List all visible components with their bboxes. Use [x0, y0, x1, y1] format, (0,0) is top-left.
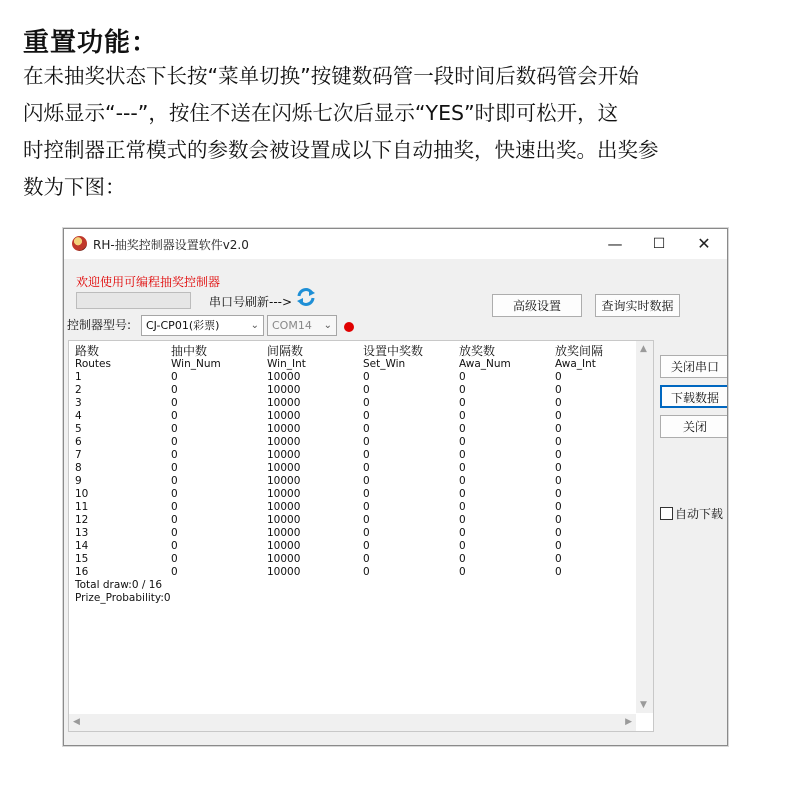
table-cell: 13 — [75, 527, 89, 539]
table-cell: 10000 — [267, 462, 301, 474]
table-cell: 0 — [555, 436, 562, 448]
table-cell: 0 — [171, 384, 178, 396]
paragraph-line: 数为下图： — [23, 175, 126, 199]
maximize-icon[interactable]: ☐ — [652, 236, 666, 252]
table-cell: 0 — [363, 423, 370, 435]
header-routes-cn: 路数 — [75, 344, 100, 358]
close-port-button[interactable]: 关闭串口 — [660, 355, 728, 378]
paragraph-line: 在未抽奖状态下长按“菜单切换”按键数码管一段时间后数码管会开始 — [23, 64, 639, 88]
header-win-int-cn: 间隔数 — [267, 344, 304, 358]
table-cell: 0 — [459, 436, 466, 448]
instruction-paragraph — [23, 58, 768, 206]
table-cell: 7 — [75, 449, 82, 461]
header-routes-en: Routes — [75, 358, 111, 370]
table-cell: 0 — [363, 527, 370, 539]
minimize-icon[interactable]: — — [607, 235, 623, 253]
app-window — [63, 228, 728, 746]
table-cell: 0 — [555, 566, 562, 578]
table-cell: 0 — [555, 488, 562, 500]
table-cell: 0 — [171, 436, 178, 448]
table-cell: 1 — [75, 371, 82, 383]
table-cell: 0 — [459, 397, 466, 409]
table-cell: 0 — [171, 488, 178, 500]
table-cell: 0 — [171, 371, 178, 383]
table-cell: 0 — [171, 566, 178, 578]
table-cell: 0 — [363, 553, 370, 565]
model-label: 控制器型号: — [67, 318, 132, 332]
table-cell: 0 — [555, 371, 562, 383]
page-heading: 重置功能： — [23, 28, 159, 58]
table-cell: 0 — [459, 462, 466, 474]
scroll-right-icon[interactable]: ▶ — [625, 717, 632, 727]
table-cell: 10000 — [267, 527, 301, 539]
table-cell: 0 — [555, 397, 562, 409]
table-cell: 9 — [75, 475, 82, 487]
table-cell: 10000 — [267, 540, 301, 552]
header-awa-int-cn: 放奖间隔 — [555, 344, 604, 358]
advanced-settings-button[interactable]: 高级设置 — [492, 294, 582, 317]
horizontal-scrollbar[interactable] — [69, 714, 636, 731]
table-cell: 0 — [171, 449, 178, 461]
table-cell: 10000 — [267, 514, 301, 526]
header-win-num-en: Win_Num — [171, 358, 221, 370]
table-cell: 0 — [171, 475, 178, 487]
refresh-icon[interactable] — [295, 286, 317, 308]
table-cell: 0 — [171, 514, 178, 526]
table-cell: 10000 — [267, 566, 301, 578]
table-cell: 15 — [75, 553, 89, 565]
table-cell: 5 — [75, 423, 82, 435]
table-cell: 0 — [363, 436, 370, 448]
table-cell: 10000 — [267, 449, 301, 461]
table-cell: 10000 — [267, 475, 301, 487]
table-cell: 0 — [459, 449, 466, 461]
title-bar[interactable] — [64, 229, 727, 259]
scroll-left-icon[interactable]: ◀ — [73, 717, 80, 727]
vertical-scrollbar[interactable] — [636, 341, 653, 713]
table-cell: 0 — [555, 514, 562, 526]
auto-download-checkbox[interactable] — [660, 505, 723, 522]
table-cell: 0 — [555, 410, 562, 422]
app-icon — [72, 236, 87, 251]
table-cell: 14 — [75, 540, 89, 552]
header-set-win-en: Set_Win — [363, 358, 406, 370]
table-cell: 0 — [363, 566, 370, 578]
close-button[interactable]: 关闭 — [660, 415, 728, 438]
table-cell: 0 — [459, 527, 466, 539]
table-cell: 0 — [555, 449, 562, 461]
table-cell: 0 — [363, 501, 370, 513]
table-cell: 0 — [363, 384, 370, 396]
table-cell: 0 — [363, 371, 370, 383]
table-cell: 0 — [555, 475, 562, 487]
table-cell: 0 — [459, 540, 466, 552]
table-cell: 0 — [555, 423, 562, 435]
auto-download-label: 自动下载 — [675, 507, 724, 521]
progress-bar — [76, 292, 191, 309]
table-cell: 0 — [363, 449, 370, 461]
scroll-down-icon[interactable]: ▼ — [640, 700, 647, 710]
header-set-win-cn: 设置中奖数 — [363, 344, 424, 358]
header-awa-int-en: Awa_Int — [555, 358, 596, 370]
query-realtime-button[interactable]: 查询实时数据 — [595, 294, 680, 317]
table-cell: 0 — [555, 462, 562, 474]
table-cell: 10 — [75, 488, 89, 500]
com-port-select[interactable] — [267, 315, 337, 336]
table-cell: 0 — [459, 488, 466, 500]
table-cell: 0 — [459, 371, 466, 383]
table-cell: 10000 — [267, 423, 301, 435]
checkbox-box[interactable] — [660, 507, 673, 520]
table-cell: 0 — [171, 540, 178, 552]
model-select-value: CJ-CP01(彩票) — [146, 319, 220, 332]
com-port-value: COM14 — [272, 319, 312, 332]
table-cell: 0 — [459, 566, 466, 578]
table-cell: 0 — [555, 527, 562, 539]
table-cell: 0 — [363, 397, 370, 409]
table-cell: 10000 — [267, 410, 301, 422]
table-cell: 0 — [555, 501, 562, 513]
welcome-text: 欢迎使用可编程抽奖控制器 — [76, 275, 221, 289]
table-cell: 10000 — [267, 436, 301, 448]
table-cell: 0 — [171, 527, 178, 539]
table-cell: 0 — [459, 410, 466, 422]
download-data-button[interactable]: 下载数据 — [660, 385, 728, 408]
table-cell: 0 — [171, 397, 178, 409]
table-cell: 0 — [363, 540, 370, 552]
table-cell: 10000 — [267, 397, 301, 409]
table-cell: 2 — [75, 384, 82, 396]
table-cell: 0 — [363, 514, 370, 526]
total-draw-value: Total draw:0 / 16 — [75, 579, 163, 591]
paragraph-line: 时控制器正常模式的参数会被设置成以下自动抽奖，快速出奖。出奖参 — [23, 138, 659, 162]
table-cell: 10000 — [267, 371, 301, 383]
scroll-up-icon[interactable]: ▲ — [640, 344, 647, 354]
table-cell: 0 — [171, 423, 178, 435]
table-cell: 10000 — [267, 501, 301, 513]
chevron-down-icon: ⌄ — [250, 320, 259, 331]
paragraph-line: 闪烁显示“---”，按住不送在闪烁七次后显示“YES”时即可松开，这 — [23, 101, 619, 125]
table-cell: 0 — [459, 553, 466, 565]
table-cell: 16 — [75, 566, 89, 578]
table-cell: 0 — [555, 384, 562, 396]
table-cell: 0 — [171, 501, 178, 513]
table-cell: 0 — [459, 423, 466, 435]
window-title: RH-抽奖控制器设置软件v2.0 — [93, 238, 249, 252]
table-cell: 10000 — [267, 553, 301, 565]
close-icon[interactable]: ✕ — [697, 234, 711, 253]
port-refresh-label: 串口号刷新---> — [209, 295, 293, 309]
table-cell: 8 — [75, 462, 82, 474]
header-win-int-en: Win_Int — [267, 358, 306, 370]
model-select[interactable] — [141, 315, 264, 336]
table-cell: 0 — [363, 475, 370, 487]
table-cell: 0 — [171, 553, 178, 565]
table-cell: 4 — [75, 410, 82, 422]
table-cell: 0 — [363, 410, 370, 422]
table-cell: 0 — [459, 501, 466, 513]
table-cell: 0 — [555, 553, 562, 565]
table-cell: 0 — [459, 514, 466, 526]
table-cell: 0 — [459, 384, 466, 396]
table-cell: 0 — [363, 488, 370, 500]
table-cell: 0 — [555, 540, 562, 552]
table-cell: 3 — [75, 397, 82, 409]
table-cell: 10000 — [267, 384, 301, 396]
table-cell: 10000 — [267, 488, 301, 500]
table-cell: 11 — [75, 501, 89, 513]
prize-probability-value: Prize_Probability:0 — [75, 592, 171, 604]
table-cell: 6 — [75, 436, 82, 448]
connection-status-indicator — [344, 322, 354, 332]
chevron-down-icon: ⌄ — [323, 320, 332, 331]
header-awa-num-cn: 放奖数 — [459, 344, 496, 358]
table-cell: 0 — [363, 462, 370, 474]
data-list[interactable] — [68, 340, 654, 732]
table-cell: 0 — [171, 410, 178, 422]
header-win-num-cn: 抽中数 — [171, 344, 208, 358]
table-cell: 12 — [75, 514, 89, 526]
table-cell: 0 — [171, 462, 178, 474]
header-awa-num-en: Awa_Num — [459, 358, 511, 370]
table-cell: 0 — [459, 475, 466, 487]
